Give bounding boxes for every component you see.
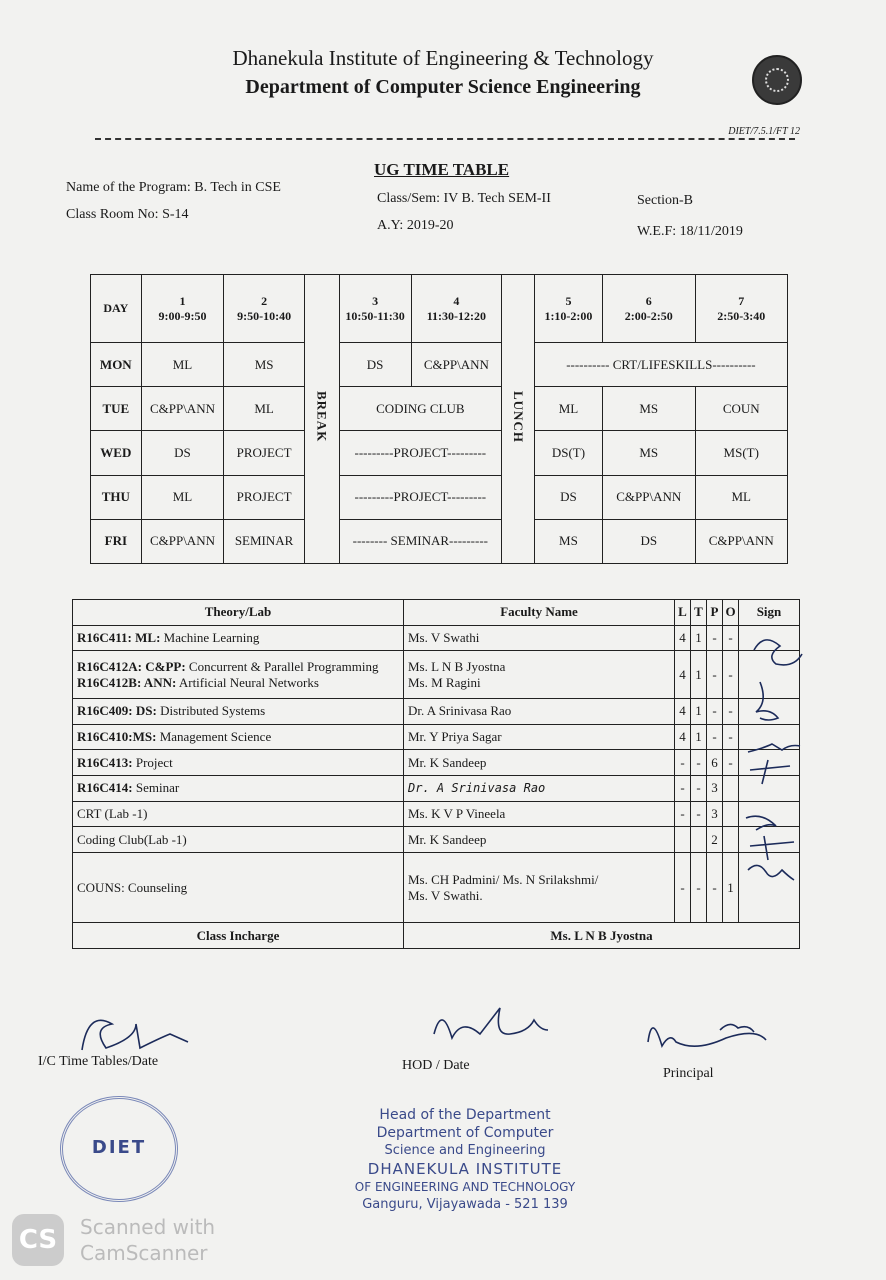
subject-cell: R16C413: Project xyxy=(73,750,404,776)
subject-cell: Coding Club(Lab -1) xyxy=(73,827,404,853)
day-cell: THU xyxy=(91,475,142,519)
subject-cell: CRT (Lab -1) xyxy=(73,801,404,827)
day-cell: TUE xyxy=(91,387,142,431)
table-cell: MS xyxy=(224,343,305,387)
table-row xyxy=(73,775,800,801)
table-cell: ML xyxy=(534,387,602,431)
table-cell: MS xyxy=(603,387,695,431)
p-cell: - xyxy=(707,853,723,923)
period-3-header: 3 10:50-11:30 xyxy=(339,275,411,343)
p-cell: 2 xyxy=(707,827,723,853)
o-cell: - xyxy=(723,724,739,750)
t-cell: 1 xyxy=(691,724,707,750)
l-header: L xyxy=(675,600,691,626)
p-cell: - xyxy=(707,698,723,724)
p-cell: - xyxy=(707,625,723,651)
department-name: Department of Computer Science Engineering xyxy=(245,76,641,98)
camscanner-logo-icon: CS xyxy=(12,1214,64,1266)
table-cell: ML xyxy=(224,387,305,431)
table-cell: ML xyxy=(141,475,224,519)
table-row xyxy=(73,698,800,724)
l-cell: - xyxy=(675,775,691,801)
p-cell: 3 xyxy=(707,801,723,827)
day-cell: MON xyxy=(91,343,142,387)
o-cell xyxy=(723,827,739,853)
faculty-table xyxy=(72,599,800,949)
subject-cell: R16C414: Seminar xyxy=(73,775,404,801)
l-cell: - xyxy=(675,750,691,776)
lunch-label: LUNCH xyxy=(510,391,526,443)
table-cell: ---------PROJECT--------- xyxy=(339,475,502,519)
table-cell: COUN xyxy=(695,387,788,431)
table-cell: C&PP\ANN xyxy=(695,519,788,563)
t-cell: 1 xyxy=(691,651,707,698)
principal-signature xyxy=(640,1012,790,1072)
day-cell: FRI xyxy=(91,519,142,563)
lunch-column xyxy=(502,275,535,564)
document-number: DIET/7.5.1/FT 12 xyxy=(728,126,800,137)
hod-stamp: Head of the Department Department of Computer Science and Engineering DHANEKULA INSTITUTE OF ENGINEERING AND TECHNOLOGY Ganguru, Vijayawada - 521 139 xyxy=(354,1107,576,1212)
table-row xyxy=(73,853,800,923)
faculty-header-row xyxy=(73,600,800,626)
o-cell xyxy=(723,801,739,827)
period-1-header: 1 9:00-9:50 xyxy=(141,275,224,343)
class-incharge-label: Class Incharge xyxy=(73,923,404,949)
table-row xyxy=(73,750,800,776)
table-cell: DS xyxy=(339,343,411,387)
table-cell: ML xyxy=(695,475,788,519)
table-cell: C&PP\ANN xyxy=(411,343,501,387)
table-cell: MS xyxy=(603,431,695,475)
table-header-row xyxy=(91,275,788,343)
l-cell: 4 xyxy=(675,698,691,724)
o-cell: - xyxy=(723,651,739,698)
table-cell: ML xyxy=(141,343,224,387)
subject-cell: R16C409: DS: Distributed Systems xyxy=(73,698,404,724)
o-header: O xyxy=(723,600,739,626)
p-cell: - xyxy=(707,651,723,698)
table-cell: DS xyxy=(141,431,224,475)
institute-logo-icon xyxy=(752,55,802,105)
table-cell: SEMINAR xyxy=(224,519,305,563)
table-row-thu xyxy=(91,475,788,519)
l-cell: - xyxy=(675,853,691,923)
class-room: Class Room No: S-14 xyxy=(66,207,189,222)
p-cell: 6 xyxy=(707,750,723,776)
table-cell: MS xyxy=(534,519,602,563)
table-cell: ---------- CRT/LIFESKILLS---------- xyxy=(534,343,787,387)
table-cell: PROJECT xyxy=(224,475,305,519)
diet-seal xyxy=(60,1096,178,1202)
table-cell: DS xyxy=(534,475,602,519)
l-cell: 4 xyxy=(675,651,691,698)
table-row-wed xyxy=(91,431,788,475)
t-cell: - xyxy=(691,801,707,827)
l-cell: 4 xyxy=(675,625,691,651)
table-cell: ---------PROJECT--------- xyxy=(339,431,502,475)
period-7-header: 7 2:50-3:40 xyxy=(695,275,788,343)
faculty-cell: Mr. K Sandeep xyxy=(404,750,675,776)
table-cell: DS(T) xyxy=(534,431,602,475)
institute-name: Dhanekula Institute of Engineering & Technology xyxy=(232,46,654,70)
o-cell: - xyxy=(723,698,739,724)
o-cell xyxy=(723,775,739,801)
table-cell: DS xyxy=(603,519,695,563)
faculty-cell: Mr. K Sandeep xyxy=(404,827,675,853)
table-cell: CODING CLUB xyxy=(339,387,502,431)
faculty-cell: Ms. CH Padmini/ Ms. N Srilakshmi/ Ms. V Swathi. xyxy=(404,853,675,923)
page-title: UG TIME TABLE xyxy=(374,160,510,179)
t-cell: - xyxy=(691,775,707,801)
table-cell: C&PP\ANN xyxy=(141,387,224,431)
period-2-header: 2 9:50-10:40 xyxy=(224,275,305,343)
academic-year: A.Y: 2019-20 xyxy=(377,218,454,233)
o-cell: - xyxy=(723,625,739,651)
t-header: T xyxy=(691,600,707,626)
time-table xyxy=(90,274,788,564)
table-cell: C&PP\ANN xyxy=(603,475,695,519)
l-cell xyxy=(675,827,691,853)
table-row xyxy=(73,651,800,698)
table-row-mon xyxy=(91,343,788,387)
faculty-cell: Ms. L N B Jyostna Ms. M Ragini xyxy=(404,651,675,698)
faculty-name-header: Faculty Name xyxy=(404,600,675,626)
period-6-header: 6 2:00-2:50 xyxy=(603,275,695,343)
subject-cell: R16C412A: C&PP: Concurrent & Parallel Programming R16C412B: ANN: Artificial Neural Networks xyxy=(73,651,404,698)
hod-signature xyxy=(420,1000,560,1060)
o-cell: - xyxy=(723,750,739,776)
seal-text: DIET xyxy=(91,1137,147,1158)
program-name: Name of the Program: B. Tech in CSE xyxy=(66,180,281,195)
p-cell: - xyxy=(707,724,723,750)
subject-cell: R16C410:MS: Management Science xyxy=(73,724,404,750)
wef-date: W.E.F: 18/11/2019 xyxy=(637,224,743,239)
break-column xyxy=(304,275,339,564)
theory-lab-header: Theory/Lab xyxy=(73,600,404,626)
t-cell: - xyxy=(691,750,707,776)
faculty-cell: Dr. A Srinivasa Rao xyxy=(404,698,675,724)
class-semester: Class/Sem: IV B. Tech SEM-II xyxy=(377,191,551,206)
p-cell: 3 xyxy=(707,775,723,801)
table-row-fri xyxy=(91,519,788,563)
table-row-tue xyxy=(91,387,788,431)
t-cell xyxy=(691,827,707,853)
ic-signature xyxy=(72,1010,212,1060)
table-row xyxy=(73,724,800,750)
period-5-header: 5 1:10-2:00 xyxy=(534,275,602,343)
section: Section-B xyxy=(637,193,693,208)
header-divider xyxy=(95,138,795,140)
principal-label: Principal xyxy=(663,1066,714,1081)
subject-cell: R16C411: ML: Machine Learning xyxy=(73,625,404,651)
t-cell: 1 xyxy=(691,698,707,724)
period-4-header: 4 11:30-12:20 xyxy=(411,275,501,343)
ic-timetables-label: I/C Time Tables/Date xyxy=(38,1054,159,1069)
subject-cell: COUNS: Counseling xyxy=(73,853,404,923)
table-row xyxy=(73,625,800,651)
l-cell: - xyxy=(675,801,691,827)
table-cell: PROJECT xyxy=(224,431,305,475)
break-label: BREAK xyxy=(314,391,330,443)
hod-date-label: HOD / Date xyxy=(402,1058,470,1073)
faculty-cell: Ms. K V P Vineela xyxy=(404,801,675,827)
table-row xyxy=(73,801,800,827)
class-incharge-name: Ms. L N B Jyostna xyxy=(404,923,800,949)
faculty-cell: Dr. A Srinivasa Rao xyxy=(404,775,675,801)
table-cell: C&PP\ANN xyxy=(141,519,224,563)
t-cell: 1 xyxy=(691,625,707,651)
signature-scribbles xyxy=(740,630,810,900)
l-cell: 4 xyxy=(675,724,691,750)
day-header: DAY xyxy=(91,275,142,343)
table-cell: MS(T) xyxy=(695,431,788,475)
faculty-cell: Mr. Y Priya Sagar xyxy=(404,724,675,750)
day-cell: WED xyxy=(91,431,142,475)
incharge-row xyxy=(73,923,800,949)
table-row xyxy=(73,827,800,853)
o-cell: 1 xyxy=(723,853,739,923)
table-cell: -------- SEMINAR--------- xyxy=(339,519,502,563)
sign-header: Sign xyxy=(739,600,800,626)
p-header: P xyxy=(707,600,723,626)
t-cell: - xyxy=(691,853,707,923)
faculty-cell: Ms. V Swathi xyxy=(404,625,675,651)
camscanner-watermark: Scanned with CamScanner xyxy=(80,1215,216,1265)
